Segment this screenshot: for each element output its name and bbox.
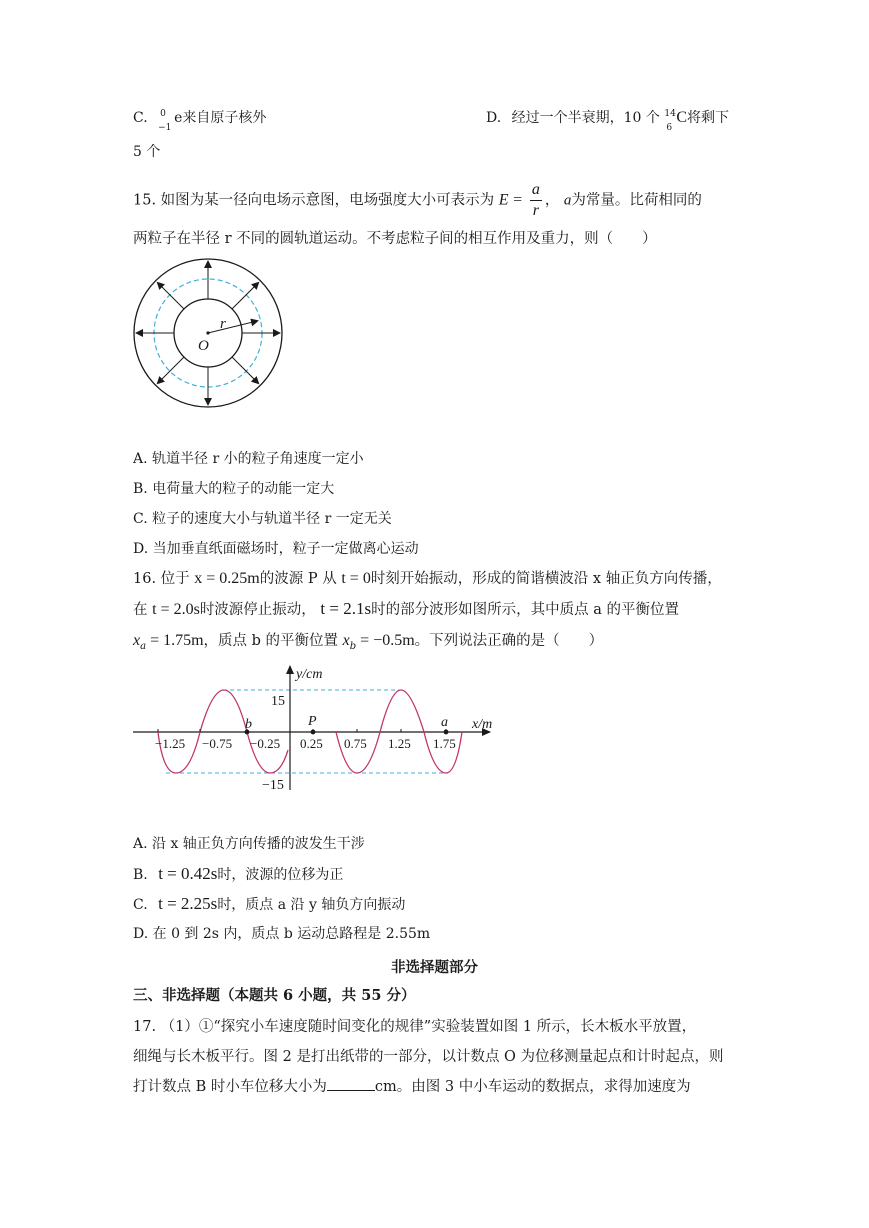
q16-text-c: 时刻开始振动，形成的简谐横波沿 x 轴正负方向传播， [370,571,722,587]
q17-text-a: 打计数点 B 时小车位移大小为 [133,1079,327,1095]
center-point-O [206,331,209,334]
q16-math-t2: t = 2.0s [152,601,200,618]
label-b: b [245,717,252,732]
q16-option-c [133,893,405,916]
x-tick-label-6: 1.25 [388,736,411,751]
q14-d-text2: 将剩下 [687,110,730,126]
q17-line2: 细绳与长木板平行。图 2 是打出纸带的一部分，以计数点 O 为位移测量起点和计时起点，则 [133,1049,724,1065]
q16-math-t21: t = 2.1s [320,599,372,618]
q16-text-a: 16. 位于 [133,571,190,587]
q17-line3 [133,1076,691,1098]
q15-comma: ， [544,192,560,209]
radial-field-figure [128,254,288,414]
x-tick-label-5: 0.75 [344,736,367,751]
q15-stem-line2: 两粒子在半径 r 不同的圆轨道运动。不考虑粒子间的相互作用及重力，则（ ） [133,231,657,247]
q15-stem-line1 [133,180,702,221]
q16-stem-line2 [133,598,679,621]
q16-xa-symbol: x [133,632,141,649]
q16-c-text: 时，质点 a 沿 y 轴负方向振动 [217,897,406,913]
q14-option-c-prefix: C. [133,110,148,126]
q16-stem-line1 [133,568,722,590]
q15-option-a: A. 轨道半径 r 小的粒子角速度一定小 [133,451,364,467]
q16-text-b: 的波源 P 从 [259,571,337,587]
q16-text-h: 。下列说法正确的是（ ） [414,633,604,649]
q16-b-prefix: B. [133,867,148,883]
q14-d-symbol: C [676,109,688,126]
q14-nuclide-carbon [664,107,676,133]
q16-xa-value: = 1.75m [146,632,204,649]
q16-option-a: A. 沿 x 轴正负方向传播的波发生干涉 [133,836,365,852]
q16-xa-sub: a [140,640,147,652]
q17-answer-blank[interactable] [327,1076,375,1091]
q15-option-d: D. 当加垂直纸面磁场时，粒子一定做离心运动 [133,541,419,557]
q16-b-math: t = 0.42s [158,864,218,883]
q15-frac-numerator: a [530,180,542,201]
q14-option-c [133,107,267,133]
q17-text-b: cm。由图 3 中小车运动的数据点，求得加速度为 [374,1079,691,1095]
point-P [311,730,316,735]
y-tick-top: 15 [271,694,285,709]
point-a [444,730,449,735]
section-title: 非选择题部分 [391,959,478,976]
q14-c-sub: −1 [158,123,172,133]
section-three-heading: 三、非选择题（本题共 6 小题，共 55 分） [133,987,416,1004]
q15-a-symbol: a [563,192,572,209]
q14-option-d-continued: 5 个 [133,144,161,160]
q15-stem-text2: 为常量。比荷相同的 [571,192,702,209]
q14-option-d [486,107,730,133]
q16-text-e: 时波源停止振动， [199,602,316,618]
q16-xb-value: = −0.5m [356,632,415,649]
wave-segment-left-crest [200,690,247,732]
q16-text-f: 时的部分波形如图所示，其中质点 a 的平衡位置 [371,602,679,618]
y-axis-label: y/cm [296,667,323,682]
x-tick-label-7: 1.75 [433,736,456,751]
q16-math-x: x = 0.25m [194,570,260,587]
wave-segment-right-crest [380,690,424,732]
q16-c-math: t = 2.25s [158,894,218,913]
x-tick-label-2: −0.75 [202,736,233,751]
q15-option-b: B. 电荷量大的粒子的动能一定大 [133,481,335,497]
q15-stem-text: 15. 如图为某一径向电场示意图，电场强度大小可表示为 [133,192,495,209]
q14-c-sup: 0 [160,109,166,119]
q14-option-d-prefix: D. [486,110,502,126]
q16-xb-sub: b [349,640,357,652]
q16-text-d: 在 [133,602,148,618]
q15-equals: = [513,191,523,209]
q15-fraction [530,180,542,221]
q15-E-symbol: E [498,191,509,209]
x-tick-label-1: −1.25 [155,736,186,751]
q16-c-prefix: C. [133,897,148,913]
x-tick-labels [155,736,456,751]
x-tick-label-4: 0.25 [300,736,323,751]
q14-c-symbol: e [174,110,183,126]
q15-option-c: C. 粒子的速度大小与轨道半径 r 一定无关 [133,511,392,527]
label-P: P [308,714,317,729]
q14-nuclide-electron [158,107,172,133]
radius-label: r [220,316,226,332]
x-tick-label-3: −0.25 [250,736,281,751]
q14-d-sub: 6 [666,123,673,133]
q16-math-t0: t = 0 [341,570,371,587]
q16-stem-line3 [133,630,603,658]
center-label: O [198,338,209,354]
label-a: a [441,715,448,730]
q16-xb-symbol: x [342,632,350,649]
q14-d-text1: 经过一个半衰期，10 个 [511,110,660,126]
q16-text-g: ，质点 b 的平衡位置 [203,633,339,649]
x-axis-label: x/m [472,717,493,732]
q14-d-sup: 14 [664,109,676,119]
q16-option-d: D. 在 0 到 2s 内，质点 b 运动总路程是 2.55m [133,926,431,942]
q14-c-text: 来自原子核外 [182,110,267,126]
q16-option-b [133,863,343,886]
q16-b-text: 时，波源的位移为正 [217,867,344,883]
q15-frac-denominator: r [532,202,539,219]
y-tick-bottom: −15 [262,778,284,793]
wave-graph [128,660,508,800]
q17-line1: 17. （1）①“探究小车速度随时间变化的规律”实验装置如图 1 所示，长木板水平放置， [133,1019,697,1035]
